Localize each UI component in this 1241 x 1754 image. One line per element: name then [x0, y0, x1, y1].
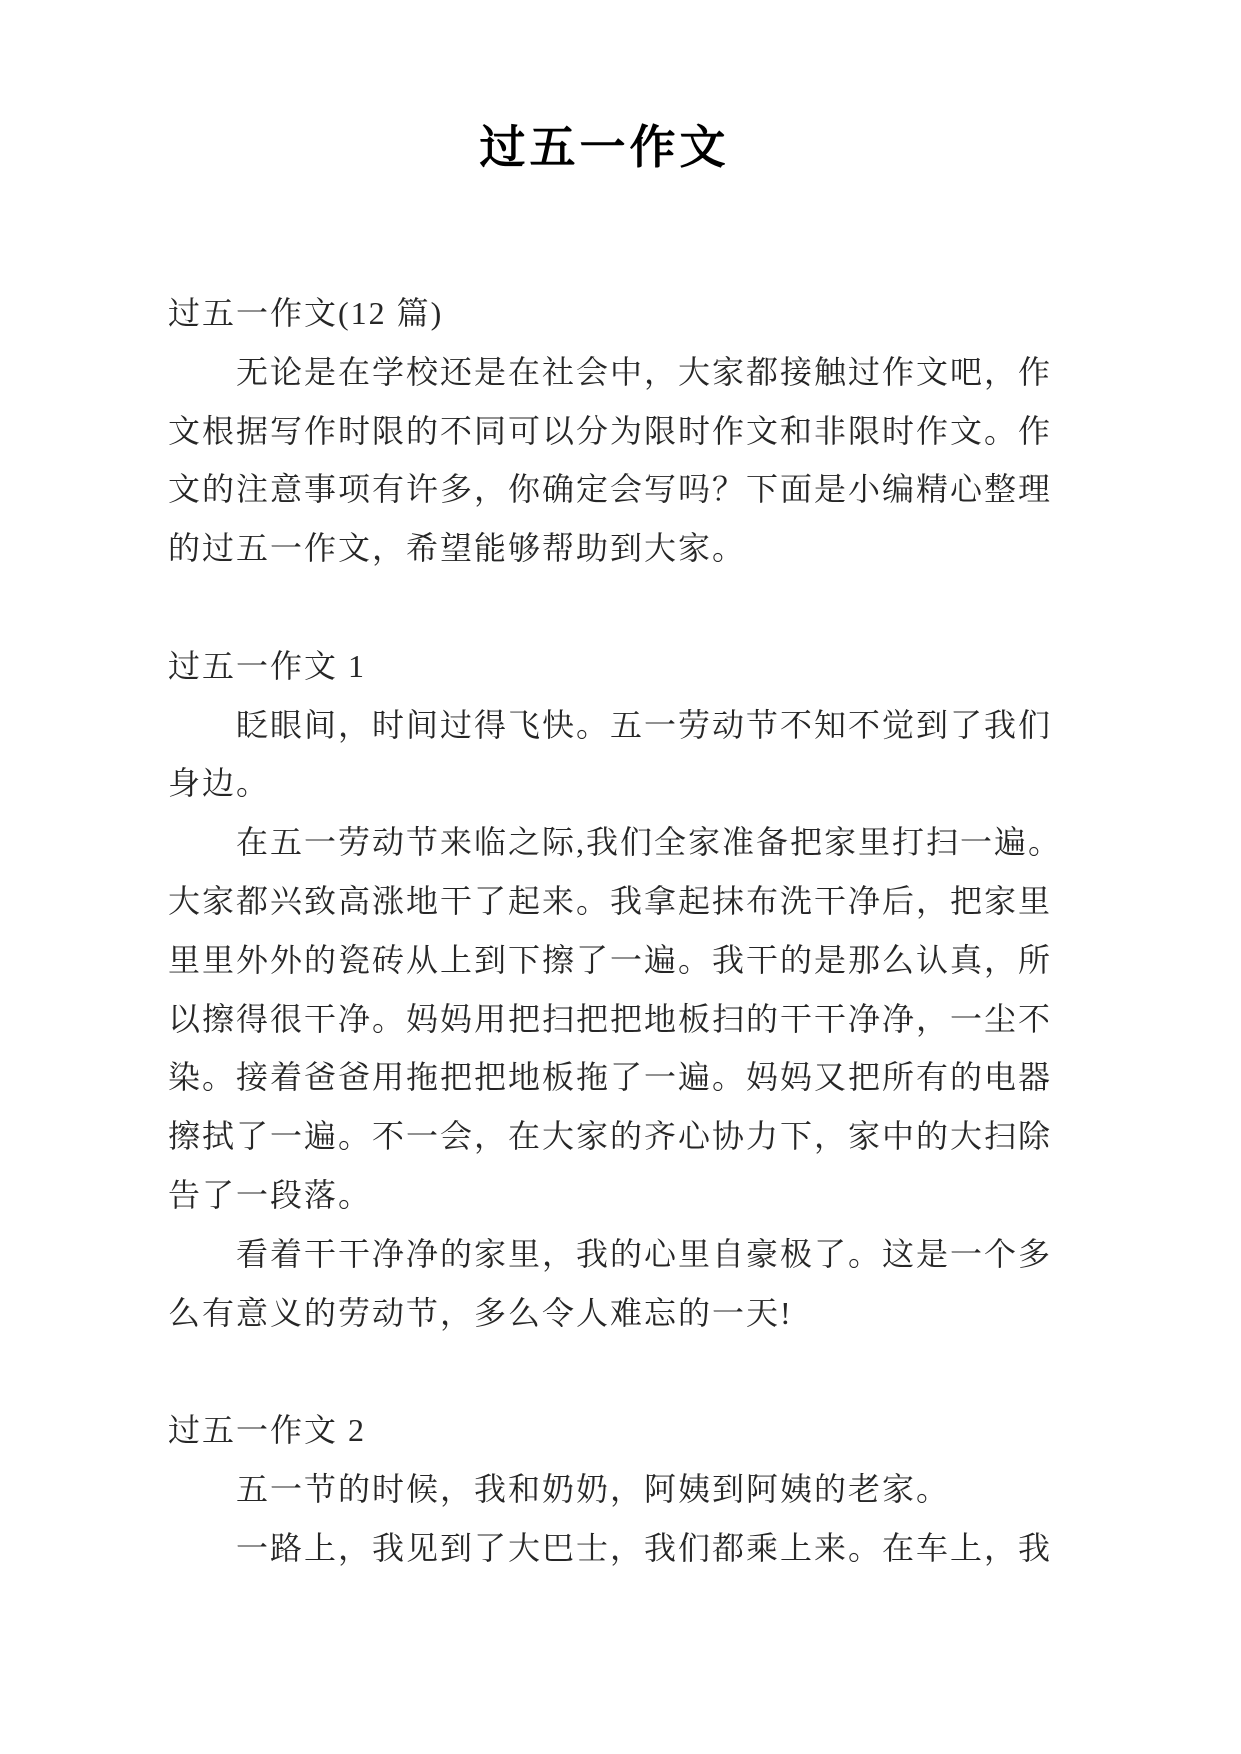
document-title: 过五一作文 — [479, 122, 730, 173]
text-line: 里里外外的瓷砖从上到下擦了一遍。我干的是那么认真，所 — [168, 941, 1053, 978]
blank-line — [168, 578, 1041, 637]
text-line: 无论是在学校还是在社会中，大家都接触过作文吧，作 — [236, 353, 1053, 390]
blank-line — [168, 1342, 1041, 1401]
text-line: 的过五一作文，希望能够帮助到大家。 — [168, 530, 747, 567]
text-line: 看着干干净净的家里，我的心里自豪极了。这是一个多 — [236, 1235, 1053, 1272]
text-line: 么有意义的劳动节，多么令人难忘的一天! — [168, 1294, 793, 1331]
text-line: 大家都兴致高涨地干了起来。我拿起抹布洗干净后，把家里 — [168, 882, 1053, 919]
intro-label: 过五一作文(12 篇) — [168, 295, 444, 331]
text-line: 告了一段落。 — [168, 1176, 373, 1213]
text-line: 染。接着爸爸用拖把把地板拖了一遍。妈妈又把所有的电器 — [168, 1059, 1053, 1096]
section-heading: 过五一作文 2 — [168, 1412, 367, 1449]
section-heading: 过五一作文 1 — [168, 647, 367, 684]
text-line: 一路上，我见到了大巴士，我们都乘上来。在车上，我 — [236, 1529, 1053, 1566]
text-line: 身边。 — [168, 765, 271, 802]
text-line: 五一节的时候，我和奶奶，阿姨到阿姨的老家。 — [236, 1470, 951, 1507]
text-line: 在五一劳动节来临之际,我们全家准备把家里打扫一遍。 — [236, 824, 1063, 861]
text-line: 擦拭了一遍。不一会，在大家的齐心协力下，家中的大扫除 — [168, 1118, 1053, 1155]
text-line: 文的注意事项有许多，你确定会写吗？下面是小编精心整理 — [168, 471, 1053, 508]
document-body — [0, 284, 1241, 1578]
text-line: 文根据写作时限的不同可以分为限时作文和非限时作文。作 — [168, 412, 1053, 449]
text-line: 以擦得很干净。妈妈用把扫把把地板扫的干干净净，一尘不 — [168, 1000, 1053, 1037]
text-line: 眨眼间，时间过得飞快。五一劳动节不知不觉到了我们 — [236, 706, 1053, 743]
